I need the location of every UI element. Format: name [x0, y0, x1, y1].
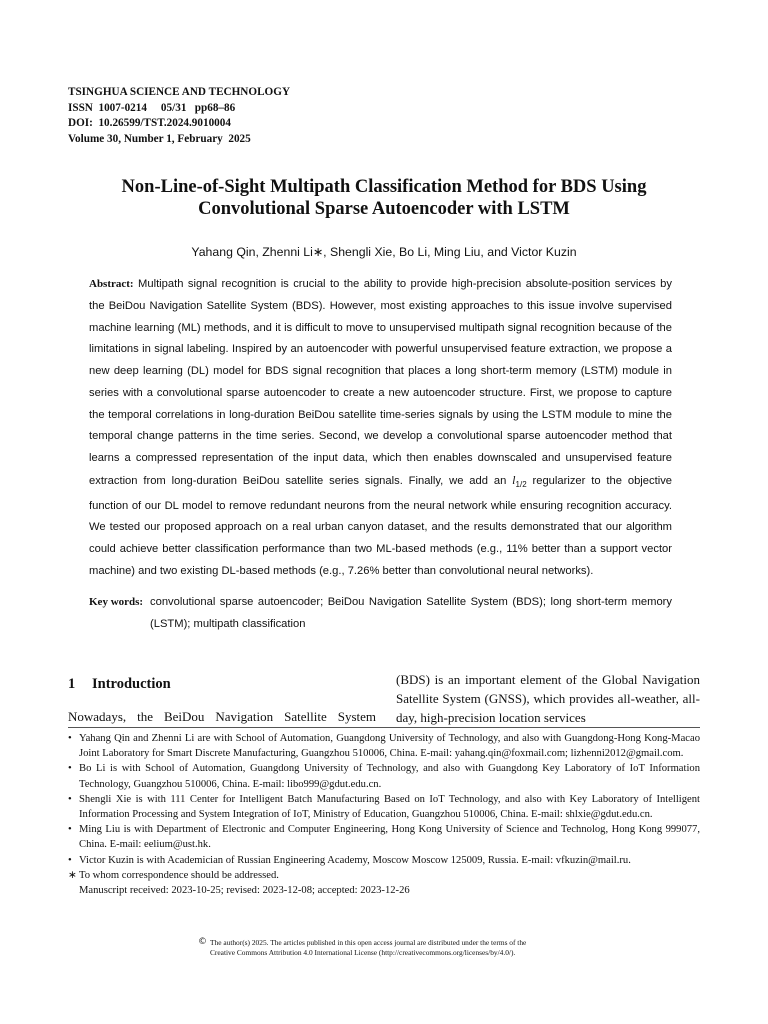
license-line-2: Creative Commons Attribution 4.0 International License (http://creativecommons.org/licenses/by/4.0/). [210, 948, 516, 957]
math-subscript: 1/2 [515, 479, 527, 489]
footnote-item [68, 868, 700, 883]
footnote-text: Bo Li is with School of Automation, Guangdong University of Technology, and also with Guangdong Key Laboratory of IoT Information Technology, Guangzhou 510006, China. E-mail: libo999@gdut.edu.cn. [79, 763, 700, 790]
paper-title [40, 176, 728, 220]
footnote-item [68, 761, 700, 791]
bullet-marker: • [68, 763, 72, 775]
math-symbol: l [512, 472, 516, 487]
asterisk-marker: ∗ [68, 869, 77, 881]
bullet-marker: • [68, 854, 72, 866]
intro-left-column: Nowadays, the BeiDou Navigation Satellite System [68, 709, 376, 724]
section-heading [68, 676, 171, 693]
license-line-1: The author(s) 2025. The articles published in this open access journal are distributed under the terms of the [210, 938, 527, 947]
abstract-text-part1: Multipath signal recognition is crucial to the ability to provide high-precision absolute-position services by the BeiDou Navigation Satellite System (BDS). However, most existing approaches to this issue involve supervised machine learning (ML) methods, and it is difficult to move to unsupervised multipath signal recognition because of the limitations in signal labeling. Inspired by an autoencoder with powerful unsupervised feature extraction, we propose a new deep learning (DL) model for BDS signal recognition that places a long short-term memory (LSTM) module in series with a convolutional sparse autoencoder to create a new autoencoder structure. First, we propose to capture the temporal correlations in long-duration BeiDou satellite time-series signals by using the LSTM module to mine the temporal change patterns in the time series. Second, we develop a convolutional sparse autoencoder method that learns a compressed representation of the input data, which then enables downscaled and unsupervised feature extraction from long-duration BeiDou satellite series signals. Finally, we add an [89, 278, 672, 487]
journal-name: TSINGHUA SCIENCE AND TECHNOLOGY [68, 86, 291, 98]
keywords [89, 592, 672, 636]
footnote-item [68, 731, 700, 761]
footnote-text: Yahang Qin and Zhenni Li are with School of Automation, Guangdong University of Technology, and also with Guangdong-Hong Kong-Macao Joint Laboratory for Smart Discrete Manufacturing, Guangzhou 510006, China. E-mail: yahang.qin@foxmail.com; lizhenni2012@gmail.com. [79, 733, 700, 760]
footnote-text: Shengli Xie is with 111 Center for Intelligent Batch Manufacturing Based on IoT Technology, and also with Key Laboratory of Intelligent Information Processing and System Integration of IoT, Ministry of Education, Guangzhou 510006, China. E-mail: shlxie@gdut.edu.cn. [79, 793, 700, 821]
footnote-text: Ming Liu is with Department of Electronic and Computer Engineering, Hong Kong University of Science and Technolog, Hong Kong 999077, China. E-mail: eelium@ust.hk. [79, 824, 700, 851]
manuscript-dates [68, 883, 700, 898]
intro-right-column: (BDS) is an important element of the Global Navigation Satellite System (GNSS), which provides all-weather, all-day, high-precision location services [396, 672, 700, 725]
footnotes [68, 731, 700, 898]
footnote-item [68, 792, 700, 822]
keywords-label: Key words: [89, 596, 144, 608]
volume-line: Volume 30, Number 1, February 2025 [68, 132, 251, 145]
footnote-item [68, 822, 700, 852]
section-number: 1 [68, 676, 76, 692]
keywords-text: convolutional sparse autoencoder; BeiDou Navigation Satellite System (BDS); long short-term memory (LSTM); multipath classification [150, 596, 672, 630]
journal-masthead [68, 85, 290, 147]
abstract-label: Abstract: [89, 278, 134, 290]
copyright-icon: © [198, 937, 207, 947]
footnote-item [68, 853, 700, 868]
issn-line: ISSN 1007-0214 05/31 pp68–86 [68, 101, 236, 114]
author-list: Yahang Qin, Zhenni Li∗, Shengli Xie, Bo Li, Ming Liu, and Victor Kuzin [191, 245, 577, 259]
title-line-2: Convolutional Sparse Autoencoder with LSTM [198, 199, 570, 219]
footnote-text: Manuscript received: 2023-10-25; revised: 2023-12-08; accepted: 2023-12-26 [79, 885, 410, 897]
footnote-text: To whom correspondence should be addressed. [79, 869, 279, 881]
bullet-marker: • [68, 793, 72, 805]
license-notice [198, 938, 598, 958]
abstract-text-part2: regularizer to the objective function of our DL model to remove redundant neurons from the neural network while ensuring recognition accuracy. We tested our proposed approach on a real urban canyon dataset, and the results demonstrated that our algorithm could achieve better classification performance than two ML-based methods (e.g., 11% better than a support vector machine) and two existing DL-based methods (e.g., 7.26% better than convolutional neural networks). [89, 474, 673, 577]
footnote-text: Victor Kuzin is with Academician of Russian Engineering Academy, Moscow Moscow 125009, Russia. E-mail: vfkuzin@mail.ru. [79, 854, 631, 866]
abstract [89, 274, 672, 583]
bullet-marker: • [68, 733, 72, 744]
footnote-divider [68, 727, 700, 728]
section-title: Introduction [92, 676, 171, 692]
title-line-1: Non-Line-of-Sight Multipath Classification Method for BDS Using [121, 177, 647, 197]
doi-line: DOI: 10.26599/TST.2024.9010004 [68, 117, 231, 129]
bullet-marker: • [68, 824, 72, 836]
